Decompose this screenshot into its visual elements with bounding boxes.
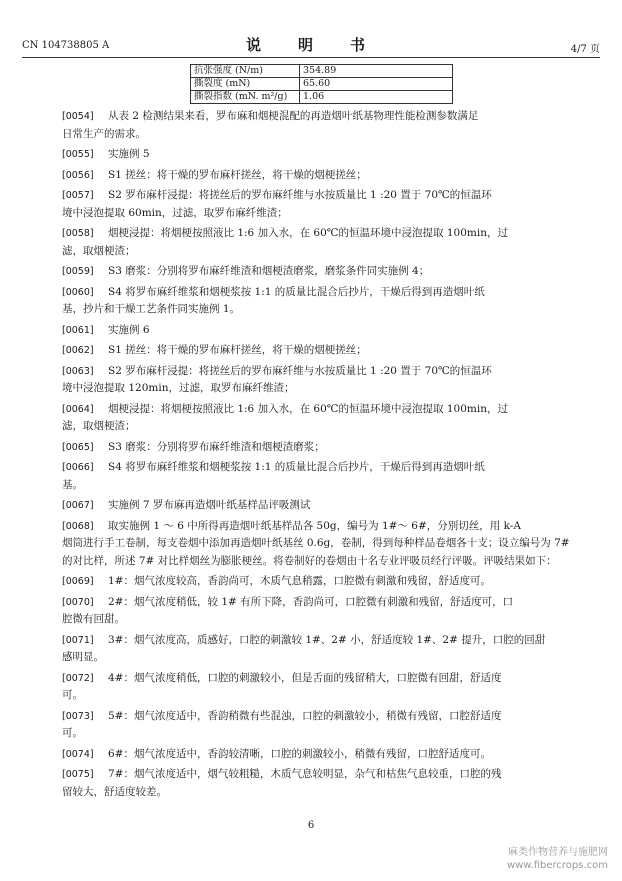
- paragraph-first-line: 1#：烟气浓度较高，香韵尚可，木质气息稍露，口腔微有刺激和残留，舒适度可。: [108, 575, 491, 587]
- header-divider: [22, 57, 600, 58]
- paragraph: [62, 167, 570, 185]
- paragraph-first-line: 取实施例 1 ～ 6 中所得再造烟叶纸基样品各 50g，编号为 1#～ 6#，分别切丝，用 k-A: [108, 519, 521, 532]
- paragraph-number: [0061]: [62, 324, 94, 336]
- paragraph-number: [0066]: [62, 462, 94, 473]
- paragraph: [62, 573, 570, 591]
- paragraph: [62, 518, 570, 571]
- paragraph-first-line: S3 磨浆：分别将罗布麻纤维渣和烟梗渣磨浆；: [108, 440, 325, 453]
- paragraph-first-line: 实施例 7 罗布麻再造烟叶纸基样品评吸测试: [108, 499, 311, 511]
- paragraph-continuation: 可。: [62, 727, 83, 739]
- paragraph: [62, 108, 570, 143]
- paragraph-number: [0063]: [62, 365, 94, 377]
- paragraph-number: [0060]: [62, 286, 94, 298]
- paragraph-number: [0057]: [62, 190, 94, 201]
- paragraph-first-line: S2 罗布麻杆浸提：将搓丝后的罗布麻纤维与水按质量比 1 :20 置于 70℃的恒温环: [108, 189, 492, 201]
- paragraph-continuation: 滤，取烟梗渣；: [62, 244, 136, 257]
- paragraph-first-line: 烟梗浸提：将烟梗按照液比 1:6 加入水，在 60℃的恒温环境中浸泡提取 100min，过: [108, 227, 508, 239]
- paragraph-number: [0058]: [62, 228, 94, 239]
- paragraph-first-line: 4#：烟气浓度稍低，口腔的刺激较小，但是舌面的残留稍大，口腔微有回甜，舒适度: [108, 671, 502, 684]
- property-table: [190, 64, 453, 104]
- paragraph: [62, 187, 570, 222]
- paragraph-number: [0064]: [62, 403, 94, 415]
- paragraph: [62, 401, 570, 436]
- paragraph-continuation: 感明显。: [62, 651, 104, 663]
- paragraph: [62, 342, 570, 360]
- paragraph-number: [0069]: [62, 576, 94, 587]
- paragraph-number: [0074]: [62, 748, 94, 760]
- paragraph-first-line: 5#：烟气浓度适中，香韵稍微有些混浊，口腔的刺激较小，稍微有残留，口腔舒适度: [108, 709, 502, 722]
- watermark: [507, 846, 608, 872]
- paragraph: [62, 146, 570, 164]
- paragraph-first-line: S3 磨浆：分别将罗布麻纤维渣和烟梗渣磨浆，磨浆条件同实施例 4；: [108, 265, 430, 277]
- page-header: [22, 34, 600, 56]
- watermark-line-2: www.fibercrops.com: [506, 860, 608, 871]
- table-row: [191, 78, 453, 91]
- table-row: [191, 65, 453, 78]
- table-value: 1.06: [300, 91, 453, 104]
- paragraph-number: [0075]: [62, 769, 94, 780]
- paragraph-first-line: 实施例 6: [108, 323, 150, 336]
- paragraph: [62, 594, 570, 629]
- paragraph-continuation: 烟筒进行手工卷制，每支卷烟中添加再造烟叶纸基丝 0.6g，卷制，得到每种样品卷烟各十支；设立编号为 7# 的对比样，所述 7# 对比样烟丝为膨胀梗丝。将卷制好的卷烟由十名专业评吸员经行评吸。评吸结果如下：: [62, 537, 570, 567]
- paragraph: [62, 439, 570, 457]
- paragraph-continuation: 境中浸泡提取 60min，过滤，取罗布麻纤维渣；: [62, 206, 288, 219]
- table-row: [191, 91, 453, 104]
- paragraph-first-line: 2#：烟气浓度稍低，较 1# 有所下降，香韵尚可，口腔微有刺激和残留，舒适度可，口: [108, 595, 514, 608]
- paragraph-continuation: 可。: [62, 689, 83, 701]
- paragraph-number: [0055]: [62, 149, 94, 160]
- paragraph-first-line: 烟梗浸提：将烟梗按照液比 1:6 加入水，在 60℃的恒温环境中浸泡提取 100min，过: [108, 402, 508, 415]
- paragraph: [62, 322, 570, 340]
- paragraph-first-line: 从表 2 检测结果来看，罗布麻和烟梗混配的再造烟叶纸基物理性能检测参数满足: [108, 110, 479, 122]
- paragraph-number: [0068]: [62, 520, 94, 532]
- paragraph: [62, 766, 570, 801]
- watermark-line-1: 麻类作物营养与施肥网: [508, 847, 608, 858]
- paragraph: [62, 284, 570, 319]
- paragraph-number: [0070]: [62, 596, 94, 608]
- paragraph-number: [0073]: [62, 710, 94, 722]
- paragraph-first-line: S1 搓丝：将干燥的罗布麻杆搓丝，将干燥的烟梗搓丝；: [108, 344, 367, 356]
- paragraph-first-line: 7#：烟气浓度适中，烟气较粗糙，木质气息较明显，杂气和枯焦气息较重，口腔的残: [108, 768, 502, 780]
- table-value: 65.60: [300, 78, 453, 91]
- table-key: 抗张强度 (N/m): [191, 65, 300, 78]
- paragraph: [62, 363, 570, 398]
- paragraph: [62, 746, 570, 764]
- paragraph-number: [0056]: [62, 169, 94, 181]
- paragraph: [62, 632, 570, 667]
- table-key: 撕裂度 (mN): [191, 78, 300, 91]
- paragraph-number: [0059]: [62, 266, 94, 277]
- paragraph: [62, 225, 570, 260]
- table-value: 354.89: [300, 65, 453, 78]
- page-number: 6: [307, 820, 315, 831]
- paragraph-continuation: 基。: [62, 478, 83, 491]
- paragraph: [62, 459, 570, 494]
- page-label: 4/7 页: [570, 44, 600, 55]
- document-title: 说 明 书: [245, 36, 376, 54]
- paragraph: [62, 708, 570, 743]
- paragraph-continuation: 境中浸泡提取 120min，过滤，取罗布麻纤维渣；: [62, 382, 295, 394]
- paragraph-number: [0054]: [62, 111, 94, 122]
- paragraph: [62, 263, 570, 281]
- paragraph-first-line: S2 罗布麻杆浸提：将搓丝后的罗布麻纤维与水按质量比 1 :20 置于 70℃的恒温环: [108, 364, 492, 377]
- paragraph-first-line: 3#：烟气浓度高，质感好，口腔的刺激较 1#、2# 小，舒适度较 1#、2# 提升，口腔的回甜: [108, 633, 546, 646]
- paragraph-number: [0067]: [62, 500, 94, 511]
- paragraph-number: [0072]: [62, 672, 94, 684]
- table-key: 撕裂指数 (mN. m²/g): [191, 91, 300, 104]
- document-body: [62, 108, 570, 804]
- paragraph: [62, 497, 570, 515]
- paragraph-first-line: 6#：烟气浓度适中，香韵较清晰，口腔的刺激较小，稍微有残留，口腔舒适度可。: [108, 747, 491, 760]
- paragraph-continuation: 留较大，舒适度较差。: [62, 785, 167, 798]
- paragraph-first-line: S1 搓丝：将干燥的罗布麻杆搓丝，将干燥的烟梗搓丝；: [108, 168, 367, 181]
- paragraph-continuation: 基，抄片和干燥工艺条件同实施例 1。: [62, 303, 241, 315]
- paragraph-number: [0065]: [62, 441, 94, 453]
- paragraph-first-line: S4 将罗布麻纤维浆和烟梗浆按 1:1 的质量比混合后抄片，干燥后得到再造烟叶纸: [108, 461, 485, 473]
- paragraph-number: [0062]: [62, 345, 94, 356]
- patent-number: CN 104738805 A: [22, 40, 110, 51]
- paragraph: [62, 670, 570, 705]
- paragraph-continuation: 腔微有回甜。: [62, 613, 125, 625]
- paragraph-continuation: 日常生产的需求。: [62, 127, 146, 140]
- paragraph-first-line: S4 将罗布麻纤维浆和烟梗浆按 1:1 的质量比混合后抄片，干燥后得到再造烟叶纸: [108, 285, 485, 298]
- paragraph-first-line: 实施例 5: [108, 148, 150, 160]
- paragraph-continuation: 滤，取烟梗渣；: [62, 420, 136, 432]
- paragraph-number: [0071]: [62, 634, 94, 646]
